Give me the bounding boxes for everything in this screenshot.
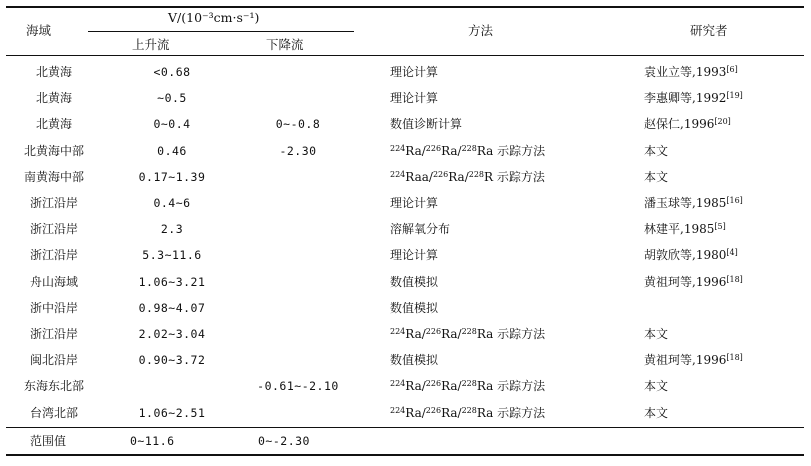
cell-researcher: 黄祖珂等,1996[18] xyxy=(644,275,743,289)
cell-area: 台湾北部 xyxy=(29,406,78,420)
cell-researcher: 胡敦欣等,1980[4] xyxy=(644,248,738,262)
cell-area: 北黄海 xyxy=(35,91,72,105)
cell-researcher: 本文 xyxy=(644,327,669,341)
cell-method: 数值模拟 xyxy=(390,275,439,289)
cell-researcher: 潘玉球等,1985[16] xyxy=(644,196,743,210)
cell-method: $^{224}$Raa/$^{226}$Ra/$^{228}$R 示踪方法 xyxy=(390,170,545,184)
cell-researcher: 李惠卿等,1992[19] xyxy=(644,91,743,105)
cell-method: $^{224}$Ra/$^{226}$Ra/$^{228}$Ra 示踪方法 xyxy=(390,327,546,341)
header-upwelling: 上升流 xyxy=(132,37,170,52)
header-downwelling: 下降流 xyxy=(266,37,304,52)
cell-method: 理论计算 xyxy=(390,65,439,79)
header-method: 方法 xyxy=(468,23,494,38)
cell-upwelling: 1.06~3.21 xyxy=(138,275,206,289)
cell-downwelling: -0.61~-2.10 xyxy=(257,379,339,393)
cell-area: 浙江沿岸 xyxy=(29,196,78,210)
cell-upwelling: ~0.5 xyxy=(157,91,187,105)
summary-area: 范围值 xyxy=(30,434,67,448)
header-researcher: 研究者 xyxy=(690,23,728,38)
cell-area: 北黄海 xyxy=(35,65,72,79)
cell-upwelling: 0.17~1.39 xyxy=(138,170,206,184)
cell-method: 数值诊断计算 xyxy=(390,117,463,131)
header-bottom-rule xyxy=(6,55,804,56)
cell-area: 浙江沿岸 xyxy=(29,327,78,341)
cell-area: 闽北沿岸 xyxy=(29,353,78,367)
cell-researcher: 黄祖珂等,1996[18] xyxy=(644,353,743,367)
cell-upwelling: 2.3 xyxy=(160,222,184,236)
cell-area: 舟山海域 xyxy=(29,275,78,289)
cell-method: 数值模拟 xyxy=(390,353,439,367)
cell-upwelling: 5.3~11.6 xyxy=(142,248,202,262)
cell-researcher: 袁业立等,1993[6] xyxy=(644,65,738,79)
cell-method: 理论计算 xyxy=(390,248,439,262)
cell-method: $^{224}$Ra/$^{226}$Ra/$^{228}$Ra 示踪方法 xyxy=(390,379,546,393)
cell-upwelling: 0.90~3.72 xyxy=(138,353,206,367)
cell-area: 浙江沿岸 xyxy=(29,222,78,236)
summary-up: 0~11.6 xyxy=(130,434,175,448)
cell-downwelling: -2.30 xyxy=(279,144,317,158)
velocity-subrule xyxy=(88,31,354,32)
cell-area: 南黄海中部 xyxy=(23,170,84,184)
summary-rule xyxy=(6,427,804,428)
cell-researcher: 本文 xyxy=(644,144,669,158)
cell-area: 北黄海中部 xyxy=(23,144,84,158)
header-velocity: V/(10⁻³cm·s⁻¹) xyxy=(168,10,260,25)
cell-method: 理论计算 xyxy=(390,91,439,105)
cell-upwelling: <0.68 xyxy=(153,65,191,79)
cell-researcher: 赵保仁,1996[20] xyxy=(644,117,731,131)
cell-method: 理论计算 xyxy=(390,196,439,210)
cell-upwelling: 2.02~3.04 xyxy=(138,327,206,341)
cell-upwelling: 0.98~4.07 xyxy=(138,301,206,315)
cell-downwelling: 0~-0.8 xyxy=(275,117,321,131)
cell-upwelling: 0~0.4 xyxy=(153,117,191,131)
cell-method: $^{224}$Ra/$^{226}$Ra/$^{228}$Ra 示踪方法 xyxy=(390,144,546,158)
cell-method: 溶解氧分布 xyxy=(390,222,451,236)
cell-upwelling: 0.46 xyxy=(157,144,187,158)
cell-area: 浙江沿岸 xyxy=(29,248,78,262)
summary-down: 0~-2.30 xyxy=(258,434,310,448)
cell-method: 数值模拟 xyxy=(390,301,439,315)
cell-area: 浙中沿岸 xyxy=(29,301,78,315)
cell-upwelling: 1.06~2.51 xyxy=(138,406,206,420)
cell-researcher: 林建平,1985[5] xyxy=(644,222,726,236)
bottom-rule xyxy=(6,454,804,456)
cell-researcher: 本文 xyxy=(644,379,669,393)
cell-area: 东海东北部 xyxy=(23,379,84,393)
cell-method: $^{224}$Ra/$^{226}$Ra/$^{228}$Ra 示踪方法 xyxy=(390,406,546,420)
top-rule xyxy=(6,6,804,8)
cell-researcher: 本文 xyxy=(644,406,669,420)
header-sea-area: 海域 xyxy=(26,23,52,38)
cell-researcher: 本文 xyxy=(644,170,669,184)
cell-upwelling: 0.4~6 xyxy=(153,196,191,210)
cell-area: 北黄海 xyxy=(35,117,72,131)
